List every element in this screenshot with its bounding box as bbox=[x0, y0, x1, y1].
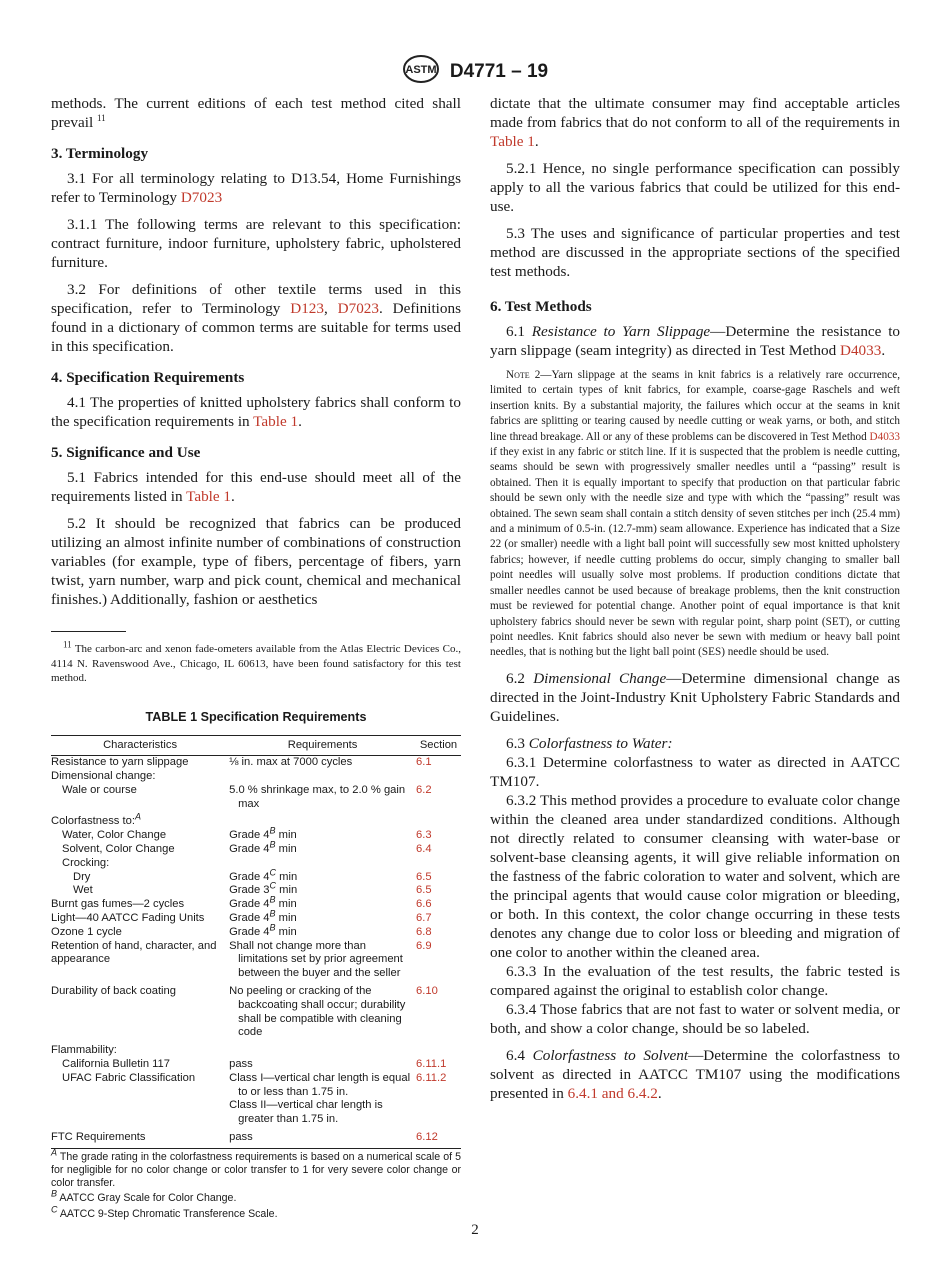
cell-requirement: Class I—vertical char length is equal to or less than 1.75 in. bbox=[229, 1071, 411, 1098]
cell-requirement: Shall not change more than limitations set by prior agreement between the buyer and the seller bbox=[229, 939, 403, 980]
cell-requirement bbox=[229, 770, 416, 784]
cell-section-link[interactable]: 6.6 bbox=[416, 898, 432, 911]
cell-section-link bbox=[416, 1040, 461, 1058]
table-row bbox=[51, 1058, 461, 1072]
cell-section-link[interactable]: 6.7 bbox=[416, 912, 432, 925]
right-column bbox=[490, 94, 900, 1111]
para-6-1: 6.1 Resistance to Yarn Slippage—Determine the resistance to yarn slippage (seam integrity) as directed in Test Method D4033. bbox=[490, 323, 901, 359]
cell-requirement: Grade $4^B$ min bbox=[229, 825, 297, 842]
table-row bbox=[51, 857, 461, 871]
astm-logo-icon bbox=[402, 54, 440, 89]
left-column bbox=[51, 94, 461, 1221]
link-table-1-b[interactable]: Table 1 bbox=[186, 488, 232, 505]
cell-requirement bbox=[229, 857, 416, 871]
cell-section-link[interactable]: 6.5 bbox=[416, 870, 432, 883]
para-3-1: 3.1 For all terminology relating to D13.54, Home Furnishings refer to Terminology D7023 bbox=[51, 170, 461, 206]
intro-text: methods. The current editions of each test method cited shall prevail $^{11}$ bbox=[51, 95, 461, 131]
table-row bbox=[51, 829, 461, 843]
table-row bbox=[51, 981, 461, 1040]
para-6-3-3: 6.3.3 In the evaluation of the test results, the fabric tested is compared against the original to establish color change. bbox=[490, 962, 900, 999]
table-row bbox=[51, 1099, 461, 1127]
cell-section-link[interactable]: 6.4 bbox=[416, 843, 432, 856]
table-row bbox=[51, 811, 461, 829]
section-3-heading: 3. Terminology bbox=[51, 145, 149, 162]
svg-text:ASTM: ASTM bbox=[405, 64, 437, 76]
para-4-1: 4.1 The properties of knitted upholstery fabrics shall conform to the specification requirements in Table 1. bbox=[51, 394, 461, 430]
section-6-heading: 6. Test Methods bbox=[490, 298, 592, 315]
link-d7023-2[interactable]: D7023 bbox=[337, 300, 379, 317]
cell-requirement: ⅛ in. max at 7000 cycles bbox=[229, 756, 353, 769]
cell-characteristic: UFAC Fabric Classification bbox=[62, 1071, 196, 1084]
cell-section-link bbox=[416, 1099, 461, 1127]
cell-section-link[interactable]: 6.9 bbox=[416, 939, 432, 952]
para-6-3-1: 6.3.1 Determine colorfastness to water as directed in AATCC TM107. bbox=[490, 753, 900, 790]
section-5-heading: 5. Significance and Use bbox=[51, 444, 201, 461]
footnote-rule bbox=[51, 631, 126, 632]
cell-characteristic: Dimensional change: bbox=[51, 770, 156, 783]
cell-characteristic: Solvent, Color Change bbox=[62, 843, 175, 856]
para-3-1-1: 3.1.1 The following terms are relevant to this specification: contract furniture, indoor furniture, upholstery fabric, upholstered furniture. bbox=[51, 216, 461, 271]
cell-requirement: No peeling or cracking of the backcoating shall occur; durability shall be compatible with cleaning code bbox=[229, 985, 406, 1039]
link-table-1-c[interactable]: Table 1 bbox=[490, 133, 535, 150]
cell-requirement: pass bbox=[229, 1058, 253, 1071]
cell-section-link[interactable]: 6.3 bbox=[416, 829, 432, 842]
cell-characteristic: California Bulletin 117 bbox=[62, 1058, 171, 1071]
cell-section-link[interactable]: 6.10 bbox=[416, 985, 438, 998]
cell-requirement: Grade $3^C$ min bbox=[229, 880, 298, 897]
link-6-4-1-and-6-4-2[interactable]: 6.4.1 and 6.4.2 bbox=[567, 1084, 658, 1102]
standard-designation: D4771 – 19 bbox=[449, 60, 549, 82]
cell-characteristic: Dry bbox=[73, 870, 91, 883]
link-d7023[interactable]: D7023 bbox=[180, 189, 223, 206]
table-row bbox=[51, 756, 461, 770]
para-5-2: 5.2 It should be recognized that fabrics can be produced utilizing an almost infinite number of combinations of construction variables (for example, type of fibers, percentage of fibers, yarn twist, yarn number, warp and pick count, chemical and mechanical finishes.) Additionally, fashion or aesthetics bbox=[51, 515, 461, 608]
table-row bbox=[51, 884, 461, 898]
cell-section-link[interactable]: 6.11.1 bbox=[416, 1058, 447, 1071]
cell-requirement: Grade $4^B$ min bbox=[229, 839, 297, 856]
cell-section-link[interactable]: 6.5 bbox=[416, 884, 432, 897]
cell-section-link bbox=[416, 811, 461, 829]
table-row bbox=[51, 770, 461, 784]
cell-section-link[interactable]: 6.8 bbox=[416, 925, 432, 938]
cell-characteristic: Ozone 1 cycle bbox=[51, 925, 122, 938]
para-5-3: 5.3 The uses and significance of particular properties and test method are discussed in the appropriate sections of the specified test methods. bbox=[490, 225, 900, 280]
table-row bbox=[51, 784, 461, 812]
page-number: 2 bbox=[471, 1222, 479, 1238]
cell-requirement: Grade $4^B$ min bbox=[229, 922, 297, 938]
cell-characteristic: Resistance to yarn slippage bbox=[51, 756, 189, 769]
cell-characteristic: Wet bbox=[73, 884, 93, 897]
cell-characteristic: Light—40 AATCC Fading Units bbox=[51, 912, 205, 925]
section-4-heading: 4. Specification Requirements bbox=[51, 369, 245, 386]
table-row bbox=[51, 912, 461, 926]
cell-requirement: 5.0 % shrinkage max, to 2.0 % gain max bbox=[229, 783, 406, 810]
cell-section-link[interactable]: 6.11.2 bbox=[416, 1071, 447, 1084]
para-5-2-cont: dictate that the ultimate consumer may find acceptable articles made from fabrics that do not conform to all of the requirements in Table 1. bbox=[490, 95, 900, 150]
cell-requirement bbox=[229, 811, 416, 829]
cell-characteristic: Durability of back coating bbox=[51, 985, 176, 998]
cell-characteristic: Crocking: bbox=[62, 856, 110, 869]
link-table-1[interactable]: Table 1 bbox=[253, 413, 299, 430]
table-row bbox=[51, 1127, 461, 1148]
cell-requirement: Class II—vertical char length is greater than 1.75 in. bbox=[229, 1099, 383, 1126]
col-header-requirements: Requirements bbox=[229, 735, 416, 756]
cell-section-link bbox=[416, 770, 461, 784]
cell-characteristic: Burnt gas fumes—2 cycles bbox=[51, 898, 185, 911]
para-6-2: 6.2 Dimensional Change—Determine dimensional change as directed in the Joint-Industry Knit Upholstery Fabric Standards and Guidelines. bbox=[490, 669, 900, 725]
table-footnote-a: $^A$ The grade rating in the colorfastness requirements is based on a numerical scale of 5 for negligible for no color change or color transfer to 1 for very severe color change or color transfer. bbox=[51, 1147, 461, 1190]
cell-characteristic: Colorfastness to:$^A$ bbox=[51, 811, 141, 828]
cell-characteristic: Retention of hand, character, and appearance bbox=[51, 939, 217, 966]
page-header bbox=[0, 54, 950, 89]
table-footnote-b: $^B$ AATCC Gray Scale for Color Change. bbox=[51, 1188, 237, 1205]
cell-requirement: Grade $4^B$ min bbox=[229, 894, 297, 911]
table-row bbox=[51, 843, 461, 857]
cell-characteristic: Flammability: bbox=[51, 1044, 117, 1057]
para-6-3-4: 6.3.4 Those fabrics that are not fast to water or solvent media, or both, and show a color change, should be so labeled. bbox=[490, 1000, 900, 1037]
col-header-section: Section bbox=[416, 735, 461, 756]
cell-requirement bbox=[229, 1040, 416, 1058]
cell-characteristic: Water, Color Change bbox=[62, 829, 167, 842]
table-row bbox=[51, 1040, 461, 1058]
table-row bbox=[51, 940, 461, 981]
footnote-11: $^{11}$ The carbon-arc and xenon fade-ometers available from the Atlas Electric Devices Co., 4114 N. Ravenswood Ave., Chicago, IL 60613, have been found satisfactory for this test method. bbox=[51, 639, 461, 684]
cell-requirement: Grade $4^B$ min bbox=[229, 908, 297, 925]
cell-section-link[interactable]: 6.1 bbox=[416, 756, 432, 769]
cell-requirement: Grade $4^C$ min bbox=[229, 866, 298, 883]
cell-characteristic bbox=[51, 1099, 229, 1127]
cell-requirement: pass bbox=[229, 1127, 416, 1148]
para-3-2: 3.2 For definitions of other textile terms used in this specification, refer to Terminology D123, D7023. Definitions found in a dictionary of common terms are suitable for terms used in this specification. bbox=[51, 281, 461, 355]
table-row bbox=[51, 871, 461, 885]
link-d123[interactable]: D123 bbox=[290, 300, 324, 317]
cell-characteristic: FTC Requirements bbox=[51, 1127, 229, 1148]
col-header-characteristics: Characteristics bbox=[51, 735, 229, 756]
table-row bbox=[51, 926, 461, 940]
para-6-4: 6.4 Colorfastness to Solvent—Determine the colorfastness to solvent as directed in AATCC TM107 using the modifications presented in 6.4.1 and 6.4.2. bbox=[490, 1046, 901, 1102]
para-6-3-2: 6.3.2 This method provides a procedure to evaluate color change within the cleaned area under standardized conditions. Although not directly related to consumer cleansing with water-base or solvent-base cleansing agents, it will give reliable information on the fastness of the fabric coloration to water and solvent, which are the principal agents that would cause color migration or bleeding, or both. In this context, the color change occurring in these tests denotes any change due to color loss or bleeding and migration of one color to another within the cleaned area. bbox=[490, 791, 900, 961]
cell-section-link bbox=[416, 857, 461, 871]
spec-table bbox=[51, 735, 461, 1149]
link-d4033-note[interactable]: D4033 bbox=[869, 430, 901, 443]
para-5-1: 5.1 Fabrics intended for this end-use should meet all of the requirements listed in Table 1. bbox=[51, 469, 461, 505]
table-row bbox=[51, 1072, 461, 1100]
table-caption: TABLE 1 Specification Requirements bbox=[145, 709, 367, 724]
table-row bbox=[51, 898, 461, 912]
cell-characteristic: Wale or course bbox=[62, 783, 137, 796]
table-footnote-c: $^C$ AATCC 9-Step Chromatic Transference Scale. bbox=[51, 1204, 278, 1220]
link-d4033[interactable]: D4033 bbox=[839, 342, 882, 359]
note-2: Note 2—Yarn slippage at the seams in knit fabrics is a relatively rare occurrence, limited to certain types of knit fabrics, for example, coarse-gage Raschels and weft insertion knits. By a substantial majority, the failures which occur at the seams in knit fabrics are splitting or tearing caused by needle cutting or weak yarns, or both, and stitch line thread breakage. All or any of these problems can be discovered in Test Method D4033 if they exist in any fabric or stitch line. If it is suspected that the problem is needle cutting, seams should be sewn with progressively smaller needles until a “passing” result is obtained. Then it is equally important to specify that production on that particular fabric should be sewn only with the needle size and type with which the “passing” result was obtained. The sewn seam shall contain a stitch density of seven stitches per inch (25.4 mm) and a minimum of 0.5-in. (12.7-mm) seam allowance. Experience has indicated that a Size 22 (or smaller) needle with a light ball point will successfully sew most knitted upholstery fabrics; however, if needle cutting problems do occur, simply changing to smaller ball point needles will usually solve most problems. If production conditions dictate that smaller needles cannot be used because of breakage problems, then the knit construction must be reviewed for potential change. Another point of equal importance is that knit upholstery fabrics should never be sewn with regular point, sharp point (SET), or cutting point needles. Knit fabrics should also never be sewn with medium or heavy ball point needles, that is nothing but the light ball point (SES) needle should be used. bbox=[490, 369, 901, 659]
cell-section-link[interactable]: 6.12 bbox=[416, 1127, 461, 1148]
para-5-2-1: 5.2.1 Hence, no single performance specification can possibly apply to all the various fabrics that could be utilized for this end-use. bbox=[490, 160, 900, 215]
cell-section-link[interactable]: 6.2 bbox=[416, 783, 432, 796]
para-6-3: 6.3 Colorfastness to Water: bbox=[506, 734, 673, 752]
